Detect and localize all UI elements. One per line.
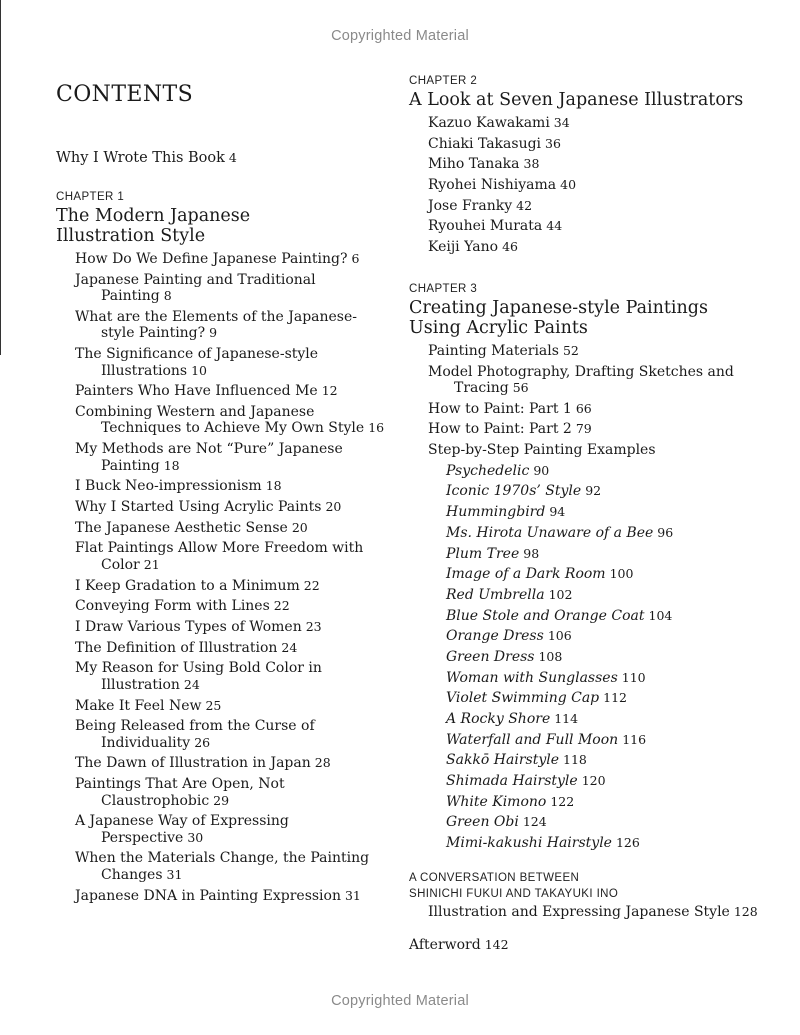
toc-entry[interactable]: [428, 198, 799, 215]
entry-label: When the Materials Change, the Painting Changes: [75, 850, 370, 883]
entry-page: 66: [575, 400, 592, 416]
conversation-label-line2: SHINICHI FUKUI AND TAKAYUKI INO: [409, 887, 619, 900]
entry-label: Model Photography, Drafting Sketches and Tracing: [428, 363, 734, 396]
toc-entry-afterword[interactable]: [409, 937, 799, 953]
entry-page: 25: [205, 697, 222, 713]
entry-page: 92: [585, 483, 602, 499]
entry-page: 16: [368, 420, 385, 436]
entry-page: 118: [563, 752, 587, 768]
entry-page: 110: [621, 669, 646, 685]
entry-page: 126: [615, 835, 640, 851]
entry-page: 142: [484, 936, 509, 952]
entry-label: A Japanese Way of Expressing Perspective: [75, 813, 289, 846]
entry-page: 56: [512, 380, 529, 395]
toc-entry[interactable]: [428, 401, 799, 418]
entry-label: Chiaki Takasugi: [428, 135, 542, 152]
toc-entry[interactable]: [428, 218, 799, 235]
toc-entry[interactable]: [75, 441, 386, 474]
entry-label: Psychedelic: [446, 462, 530, 479]
entry-page: 18: [163, 457, 180, 473]
entry-page: 38: [523, 156, 540, 172]
entry-page: 100: [609, 566, 634, 582]
entry-label: Why I Started Using Acrylic Paints: [75, 499, 322, 515]
entry-label: The Significance of Japanese-style Illustrations: [75, 346, 319, 379]
entry-label: Paintings That Are Open, Not Claustrophobic: [75, 776, 285, 809]
toc-entry[interactable]: [75, 813, 386, 846]
entry-page: 98: [523, 545, 540, 561]
entry-label: Green Dress: [446, 648, 535, 665]
entry-label: My Reason for Using Bold Color in Illustration: [75, 660, 322, 693]
entry-label: Ms. Hirota Unaware of a Bee: [446, 524, 654, 541]
toc-entry[interactable]: [446, 732, 799, 749]
entry-page: 120: [581, 773, 606, 789]
entry-page: 18: [265, 478, 282, 494]
toc-entry[interactable]: [446, 546, 799, 563]
toc-entry[interactable]: [75, 251, 386, 268]
toc-entry[interactable]: [428, 115, 799, 132]
entry-label: Afterword: [409, 936, 481, 953]
toc-entry[interactable]: [75, 776, 386, 809]
toc-entry[interactable]: [446, 835, 799, 852]
entry-label: Iconic 1970s’ Style: [446, 483, 582, 500]
chapter-1-title-line2: Illustration Style: [56, 226, 206, 246]
entry-label: Plum Tree: [446, 545, 520, 562]
entry-label: The Japanese Aesthetic Sense: [75, 519, 288, 536]
toc-entry[interactable]: [446, 608, 799, 625]
toc-entry[interactable]: [446, 649, 799, 666]
entry-label: Keiji Yano: [428, 239, 499, 256]
toc-entry-conversation[interactable]: [428, 904, 799, 921]
toc-entry[interactable]: [428, 343, 799, 360]
chapter-1-title[interactable]: [56, 206, 386, 246]
toc-entry[interactable]: [446, 566, 799, 583]
entry-label: Woman with Sunglasses: [446, 669, 618, 686]
entry-page: 21: [143, 556, 160, 572]
toc-entry[interactable]: [446, 463, 799, 480]
entry-page: 31: [166, 866, 183, 882]
entry-label: Flat Paintings Allow More Freedom with Color: [75, 540, 364, 573]
copyright-watermark-top: Copyrighted Material: [331, 28, 469, 44]
entry-label: Blue Stole and Orange Coat: [446, 607, 645, 624]
chapter-3-entries: [409, 343, 799, 438]
entry-label: How to Paint: Part 1: [428, 400, 572, 417]
entry-page: 128: [733, 903, 758, 919]
entry-page: 26: [194, 734, 211, 750]
entry-page: 44: [546, 218, 563, 234]
entry-label: Mimi-kakushi Hairstyle: [446, 835, 612, 852]
toc-entry[interactable]: [75, 619, 386, 636]
entry-label: Ryohei Nishiyama: [428, 177, 557, 194]
chapter-3-title-line2: Using Acrylic Paints: [409, 317, 588, 338]
chapter-3-title-line1: Creating Japanese-style Paintings: [409, 297, 708, 318]
entry-label: Image of a Dark Room: [446, 566, 606, 583]
entry-page: 8: [163, 288, 172, 304]
toc-entry[interactable]: [446, 711, 799, 728]
entry-page: 4: [228, 150, 237, 165]
toc-entry[interactable]: [428, 364, 799, 397]
entry-label: Make It Feel New: [75, 697, 202, 714]
entry-label: Orange Dress: [446, 628, 544, 645]
entry-label: I Draw Various Types of Women: [75, 618, 302, 635]
toc-entry-examples[interactable]: [428, 442, 799, 459]
entry-page: 28: [314, 755, 331, 771]
entry-label: Miho Tanaka: [428, 156, 520, 173]
entry-label: Being Released from the Curse of Individuality: [75, 718, 315, 751]
entry-label: What are the Elements of the Japanese-style Painting?: [75, 308, 358, 342]
entry-page: 90: [533, 462, 550, 478]
toc-entry[interactable]: [446, 504, 799, 521]
toc-entry[interactable]: [75, 520, 386, 537]
conversation-entries: [409, 904, 799, 921]
entry-page: 104: [648, 607, 673, 623]
entry-page: 40: [560, 177, 577, 193]
toc-entry[interactable]: [75, 499, 386, 516]
toc-entry[interactable]: [75, 598, 386, 615]
entry-page: 112: [603, 690, 627, 706]
toc-entry[interactable]: [446, 773, 799, 790]
toc-entry[interactable]: [446, 670, 799, 687]
toc-entry[interactable]: [446, 752, 799, 769]
entry-page: 94: [549, 504, 566, 520]
toc-entry[interactable]: [446, 525, 799, 542]
entry-page: 114: [554, 711, 579, 726]
toc-entry[interactable]: [75, 346, 386, 379]
chapter-2-label: CHAPTER 2: [409, 75, 478, 87]
entry-page: 108: [538, 648, 563, 664]
toc-left-column: [56, 82, 386, 908]
entry-label: My Methods are Not “Pure” Japanese Painting: [75, 441, 343, 474]
entry-page: 116: [622, 731, 647, 747]
entry-page: 23: [305, 618, 322, 634]
entry-label: Painting Materials: [428, 342, 559, 359]
toc-entry[interactable]: [446, 587, 799, 604]
chapter-3-label: CHAPTER 3: [409, 282, 478, 295]
entry-page: 102: [548, 586, 573, 602]
toc-entry[interactable]: [75, 698, 386, 715]
entry-label: Painters Who Have Influenced Me: [75, 383, 318, 400]
entry-page: 6: [351, 251, 360, 266]
entry-page: 34: [553, 115, 570, 130]
chapter-3-examples-group: [409, 442, 799, 852]
entry-label: White Kimono: [446, 793, 547, 810]
chapter-3-title[interactable]: [409, 298, 799, 338]
toc-entry[interactable]: [428, 136, 799, 153]
entry-page: 96: [657, 524, 674, 540]
entry-page: 106: [547, 628, 572, 644]
copyright-watermark-bottom: Copyrighted Material: [331, 993, 469, 1009]
entry-page: 10: [191, 362, 207, 378]
entry-label: Why I Wrote This Book: [56, 150, 225, 166]
toc-entry[interactable]: [75, 755, 386, 772]
toc-entry[interactable]: [75, 540, 386, 573]
toc-entry[interactable]: [75, 404, 386, 437]
entry-label: Illustration and Expressing Japanese Style: [428, 903, 730, 920]
toc-entry[interactable]: [75, 850, 386, 883]
entry-page: 9: [209, 325, 218, 341]
entry-page: 36: [545, 135, 561, 151]
entry-label: Waterfall and Full Moon: [446, 731, 619, 748]
entry-label: How to Paint: Part 2: [428, 421, 572, 438]
entry-label: Hummingbird: [446, 504, 546, 521]
entry-label: The Definition of Illustration: [75, 639, 278, 656]
toc-entry-intro[interactable]: [56, 150, 386, 166]
page-edge-line: [0, 0, 1, 355]
entry-page: 124: [522, 814, 547, 830]
entry-page: 20: [325, 499, 342, 514]
entry-label: A Rocky Shore: [446, 711, 551, 727]
toc-entry[interactable]: [428, 421, 799, 438]
toc-entry[interactable]: [75, 888, 386, 905]
toc-entry[interactable]: [75, 383, 386, 400]
toc-entry[interactable]: [75, 478, 386, 495]
chapter-3-examples: [428, 463, 799, 852]
entry-label: I Buck Neo-impressionism: [75, 478, 262, 495]
toc-entry[interactable]: [75, 660, 386, 693]
chapter-2-title[interactable]: A Look at Seven Japanese Illustrators: [409, 90, 744, 110]
entry-page: 122: [550, 793, 575, 809]
entry-page: 24: [281, 639, 298, 655]
entry-label: Ryouhei Murata: [428, 218, 543, 235]
toc-entry[interactable]: [446, 814, 799, 831]
entry-page: 79: [575, 421, 592, 437]
conversation-label-line1: A CONVERSATION BETWEEN: [409, 871, 580, 884]
entry-page: 42: [516, 197, 533, 213]
toc-entry[interactable]: [428, 156, 799, 173]
entry-label: Conveying Form with Lines: [75, 598, 270, 615]
chapter-1-title-line1: The Modern Japanese: [56, 206, 251, 226]
entry-page: 22: [303, 577, 320, 593]
entry-label: Violet Swimming Cap: [446, 690, 600, 707]
entry-page: 52: [562, 342, 579, 358]
entry-label: Combining Western and Japanese Techniques to Achieve My Own Style: [75, 403, 365, 437]
toc-entry[interactable]: [75, 309, 386, 342]
toc-entry[interactable]: [446, 628, 799, 645]
entry-label: Kazuo Kawakami: [428, 115, 550, 131]
toc-entry[interactable]: [75, 718, 386, 751]
toc-entry[interactable]: [428, 239, 799, 256]
entry-label: Sakkō Hairstyle: [446, 752, 559, 769]
entry-label: Japanese Painting and Traditional Painting: [75, 271, 316, 305]
toc-entry[interactable]: [75, 640, 386, 657]
contents-heading: CONTENTS: [56, 82, 194, 107]
entry-page: 20: [291, 519, 308, 535]
entry-page: 29: [213, 792, 230, 808]
toc-entry[interactable]: [75, 272, 386, 305]
toc-entry[interactable]: [75, 578, 386, 595]
toc-entry[interactable]: [446, 690, 799, 707]
toc-right-column: [409, 74, 799, 953]
entry-label: The Dawn of Illustration in Japan: [75, 755, 311, 772]
toc-entry[interactable]: [428, 177, 799, 194]
entry-page: 31: [344, 887, 361, 903]
entry-page: 12: [321, 383, 338, 399]
entry-label: Green Obi: [446, 814, 519, 831]
entry-page: 24: [183, 676, 200, 692]
entry-page: 22: [273, 598, 290, 614]
entry-label: Red Umbrella: [446, 586, 545, 603]
entry-label: How Do We Define Japanese Painting?: [75, 251, 348, 267]
chapter-1-label: CHAPTER 1: [56, 191, 125, 203]
chapter-2-entries: [409, 115, 799, 256]
entry-label: I Keep Gradation to a Minimum: [75, 577, 300, 594]
toc-entry[interactable]: [446, 794, 799, 811]
entry-label: Step-by-Step Painting Examples: [428, 442, 656, 459]
entry-label: Shimada Hairstyle: [446, 773, 578, 790]
chapter-1-entries: [56, 251, 386, 904]
toc-entry[interactable]: [446, 483, 799, 500]
entry-page: 30: [187, 829, 204, 845]
entry-label: Japanese DNA in Painting Expression: [75, 887, 341, 904]
entry-page: 46: [502, 239, 518, 255]
entry-label: Jose Franky: [428, 197, 513, 214]
